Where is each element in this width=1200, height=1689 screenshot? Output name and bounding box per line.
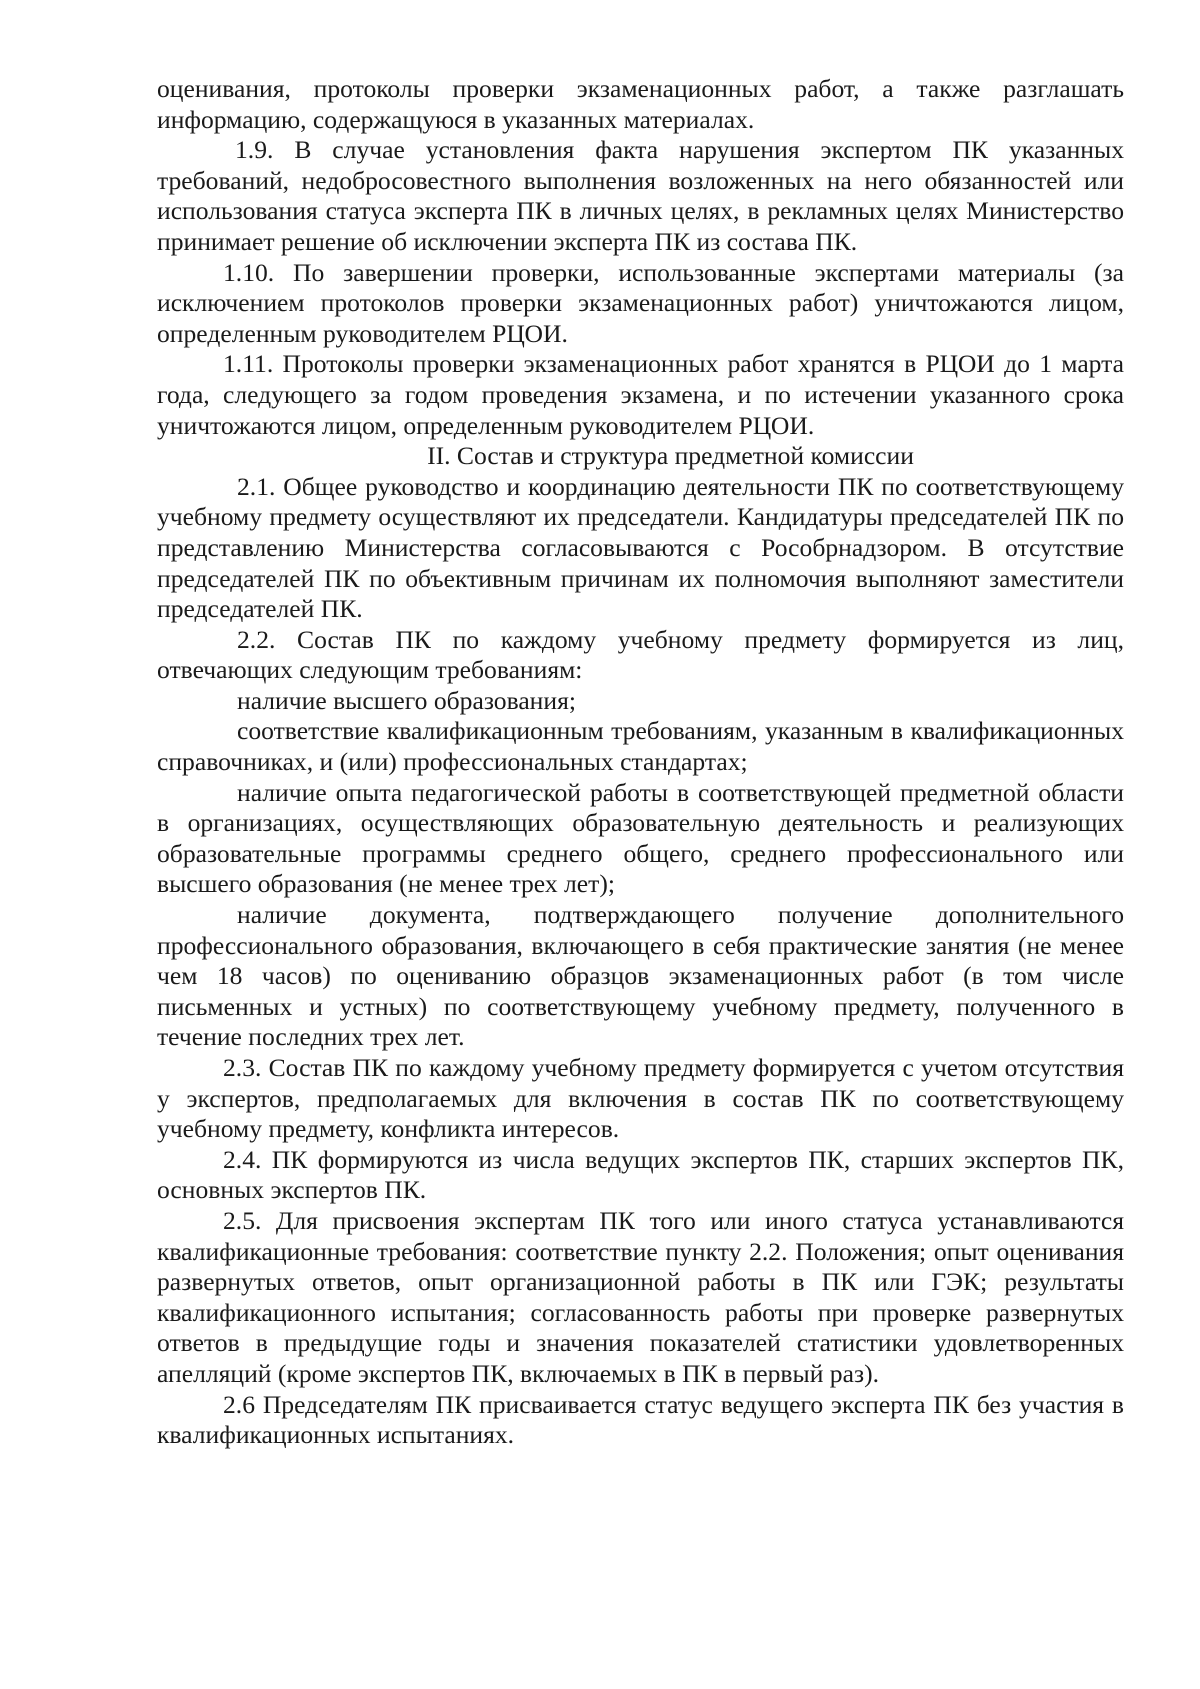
- paragraph-1-11: 1.11. Протоколы проверки экзаменационных работ хранятся в РЦОИ до 1 марта года, следующего за годом проведения экзамена, и по истечении указанного срока уничтожаются лицом, определенным руководителем РЦОИ.: [157, 349, 1124, 440]
- requirement-item-1: наличие высшего образования;: [237, 685, 576, 715]
- paragraph-2-6: 2.6 Председателям ПК присваивается статус ведущего эксперта ПК без участия в квалификационных испытаниях.: [157, 1389, 1124, 1450]
- paragraph-2-2: 2.2. Состав ПК по каждому учебному предмету формируется из лиц, отвечающих следующим требованиям:: [157, 624, 1124, 685]
- paragraph-2-1: 2.1. Общее руководство и координацию деятельности ПК по соответствующему учебному предмету осуществляют их председатели. Кандидатуры председателей ПК по представлению Министерства согласовываются с Рособрнадзором. В отсутствие председателей ПК по объективным причинам их полномочия выполняют заместители председателей ПК.: [157, 471, 1124, 624]
- requirement-item-3: наличие опыта педагогической работы в соответствующей предметной области в организациях, осуществляющих образовательную деятельность и реализующих образовательные программы среднего общего, среднего профессионального или высшего образования (не менее трех лет);: [157, 777, 1124, 899]
- paragraph-2-3: 2.3. Состав ПК по каждому учебному предмету формируется с учетом отсутствия у экспертов, предполагаемых для включения в состав ПК по соответствующему учебному предмету, конфликта интересов.: [157, 1053, 1124, 1144]
- requirement-item-4: наличие документа, подтверждающего получение дополнительного профессионального образования, включающего в себя практические занятия (не менее чем 18 часов) по оцениванию образцов экзаменационных работ (в том числе письменных и устных) по соответствующему учебному предмету, полученного в течение последних трех лет.: [157, 900, 1124, 1052]
- paragraph-2-4: 2.4. ПК формируются из числа ведущих экспертов ПК, старших экспертов ПК, основных экспертов ПК.: [157, 1144, 1124, 1205]
- section-heading: II. Состав и структура предметной комиссии: [427, 441, 914, 471]
- document-body: [157, 74, 1124, 1451]
- paragraph-continuation: оценивания, протоколы проверки экзаменационных работ, а также разглашать информацию, содержащуюся в указанных материалах.: [157, 74, 1124, 134]
- requirement-item-2: соответствие квалификационным требованиям, указанным в квалификационных справочниках, и (или) профессиональных стандартах;: [157, 716, 1124, 777]
- paragraph-1-9: 1.9. В случае установления факта нарушения экспертом ПК указанных требований, недобросовестного выполнения возложенных на него обязанностей или использования статуса эксперта ПК в личных целях, в рекламных целях Министерство принимает решение об исключении эксперта ПК из состава ПК.: [157, 135, 1124, 256]
- paragraph-1-10: 1.10. По завершении проверки, использованные экспертами материалы (за исключением протоколов проверки экзаменационных работ) уничтожаются лицом, определенным руководителем РЦОИ.: [157, 257, 1124, 348]
- paragraph-2-5: 2.5. Для присвоения экспертам ПК того или иного статуса устанавливаются квалификационные требования: соответствие пункту 2.2. Положения; опыт оценивания развернутых ответов, опыт организационной работы в ПК или ГЭК; результаты квалификационного испытания; согласованность работы при проверке развернутых ответов в предыдущие годы и значения показателей статистики удовлетворенных апелляций (кроме экспертов ПК, включаемых в ПК в первый раз).: [157, 1205, 1124, 1388]
